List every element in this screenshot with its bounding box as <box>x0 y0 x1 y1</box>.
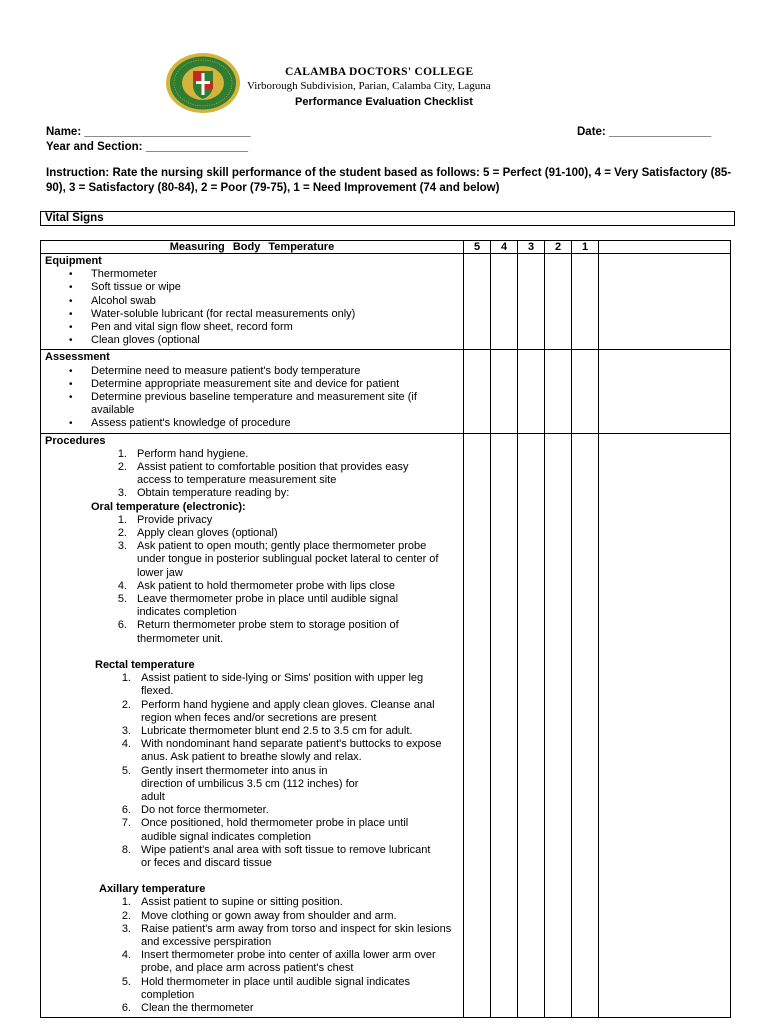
list-item: 4. Insert thermometer probe into center of axilla lower arm over probe, and place arm across patient's chest <box>121 949 436 975</box>
list-item: • Water-soluble lubricant (for rectal measurements only) <box>45 308 459 321</box>
assessment-cell <box>41 350 464 433</box>
list-item: • Soft tissue or wipe <box>45 281 459 294</box>
rating-cell-4[interactable] <box>491 350 518 433</box>
remarks-cell[interactable] <box>599 350 731 433</box>
rating-cell-3[interactable] <box>518 350 545 433</box>
list-item: 4. Ask patient to hold thermometer probe with lips close <box>117 579 396 592</box>
equipment-cell <box>41 254 464 350</box>
rating-header-2: 2 <box>545 241 572 254</box>
list-item: • Determine need to measure patient's body temperature <box>45 365 459 378</box>
list-item: • Determine appropriate measurement site and device for patient <box>45 378 459 391</box>
equipment-title: Equipment <box>45 255 102 267</box>
rating-cell-1[interactable] <box>572 350 599 433</box>
remarks-cell[interactable] <box>599 433 731 1018</box>
list-item: • Alcohol swab <box>45 295 459 308</box>
oral-title: Oral temperature (electronic): <box>91 500 246 513</box>
list-item: 5. Hold thermometer in place until audible signal indicates completion <box>121 975 411 1001</box>
remarks-header <box>599 241 731 254</box>
rating-cell-4[interactable] <box>491 254 518 350</box>
assessment-title: Assessment <box>45 351 110 364</box>
rating-header-1: 1 <box>572 241 599 254</box>
rating-header-3: 3 <box>518 241 545 254</box>
rating-cell-2[interactable] <box>545 433 572 1018</box>
oral-steps <box>45 514 459 646</box>
document-title: Performance Evaluation Checklist <box>295 96 473 108</box>
list-item: 8. Wipe patient's anal area with soft tissue to remove lubricant or feces and discard tissue <box>121 843 431 869</box>
list-item: • Determine previous baseline temperature and measurement site (if available <box>45 391 459 417</box>
assessment-row <box>41 350 731 433</box>
rating-cell-4[interactable] <box>491 433 518 1018</box>
list-item: 2. Move clothing or gown away from shoulder and arm. <box>121 909 397 922</box>
rating-cell-5[interactable] <box>464 350 491 433</box>
equipment-row <box>41 254 731 350</box>
rating-cell-1[interactable] <box>572 433 599 1018</box>
section-label: Vital Signs <box>40 211 735 226</box>
axillary-steps <box>45 896 459 1015</box>
list-item: 2. Apply clean gloves (optional) <box>117 527 278 540</box>
axillary-title: Axillary temperature <box>99 883 206 896</box>
list-item: • Thermometer <box>45 268 459 281</box>
list-item: 1. Provide privacy <box>117 513 213 526</box>
remarks-cell[interactable] <box>599 254 731 350</box>
rating-header-5: 5 <box>464 241 491 254</box>
list-item: 1. Perform hand hygiene. <box>117 447 249 460</box>
list-item: 2. Perform hand hygiene and apply clean gloves. Cleanse anal region when feces and/or secretions are present <box>121 698 435 724</box>
instruction-text: Instruction: Rate the nursing skill performance of the student based as follows: 5 = Perfect (91-100), 4 = Very Satisfactory (85-90), 3 = Satisfactory (80-84), 2 = Poor (79-75), 1 = Need Improvement (74 and below) <box>46 167 732 194</box>
date-field: Date: ________________ <box>577 126 712 138</box>
list-item: 3. Obtain temperature reading by: <box>117 487 290 500</box>
list-item: 3. Lubricate thermometer blunt end 2.5 to 3.5 cm for adult. <box>121 724 413 737</box>
list-item: 5. Gently insert thermometer into anus in direction of umbilicus 3.5 cm (112 inches) for adult <box>121 764 359 803</box>
list-item: 4. With nondominant hand separate patient's buttocks to expose anus. Ask patient to breathe slowly and relax. <box>121 738 442 764</box>
rating-cell-2[interactable] <box>545 350 572 433</box>
list-item: • Pen and vital sign flow sheet, record form <box>45 321 459 334</box>
list-item: 7. Once positioned, hold thermometer probe in place until audible signal indicates completion <box>121 817 409 843</box>
rating-cell-5[interactable] <box>464 254 491 350</box>
year-section-field: Year and Section: ________________ <box>46 141 249 153</box>
list-item: 6. Return thermometer probe stem to storage position of thermometer unit. <box>117 619 399 645</box>
procedures-cell <box>41 433 464 1018</box>
list-item: • Clean gloves (optional <box>45 334 459 347</box>
task-title: Measuring Body Temperature <box>41 241 464 254</box>
rating-cell-1[interactable] <box>572 254 599 350</box>
rating-cell-3[interactable] <box>518 433 545 1018</box>
college-name: CALAMBA DOCTORS' COLLEGE <box>285 66 474 78</box>
list-item: 1. Assist patient to side-lying or Sims' position with upper leg flexed. <box>121 672 424 698</box>
list-item: • Assess patient's knowledge of procedure <box>45 417 459 430</box>
rating-cell-3[interactable] <box>518 254 545 350</box>
procedure-steps <box>45 448 459 501</box>
rectal-steps <box>45 672 459 870</box>
rating-header-4: 4 <box>491 241 518 254</box>
list-item: 6. Clean the thermometer <box>121 1001 254 1014</box>
list-item: 2. Assist patient to comfortable position that provides easy access to temperature measurement site <box>117 461 409 487</box>
procedures-row <box>41 433 731 1018</box>
list-item: 3. Raise patient's arm away from torso and inspect for skin lesions and excessive perspiration <box>121 922 452 948</box>
list-item: 1. Assist patient to supine or sitting position. <box>121 896 343 909</box>
evaluation-table <box>40 240 731 1018</box>
name-field: Name: __________________________ <box>46 126 251 138</box>
list-item: 6. Do not force thermometer. <box>121 804 269 817</box>
list-item: 5. Leave thermometer probe in place until audible signal indicates completion <box>117 593 399 619</box>
college-address: Virborough Subdivision, Parian, Calamba City, Laguna <box>247 80 491 92</box>
equipment-list <box>45 268 459 347</box>
rating-cell-2[interactable] <box>545 254 572 350</box>
list-item: 3. Ask patient to open mouth; gently place thermometer probe under tongue in posterior sublingual pocket lateral to center of lower jaw <box>117 540 439 579</box>
procedures-title: Procedures <box>45 434 106 447</box>
rating-cell-5[interactable] <box>464 433 491 1018</box>
assessment-list <box>45 365 459 431</box>
rectal-title: Rectal temperature <box>95 658 195 671</box>
table-header-row <box>41 241 731 254</box>
